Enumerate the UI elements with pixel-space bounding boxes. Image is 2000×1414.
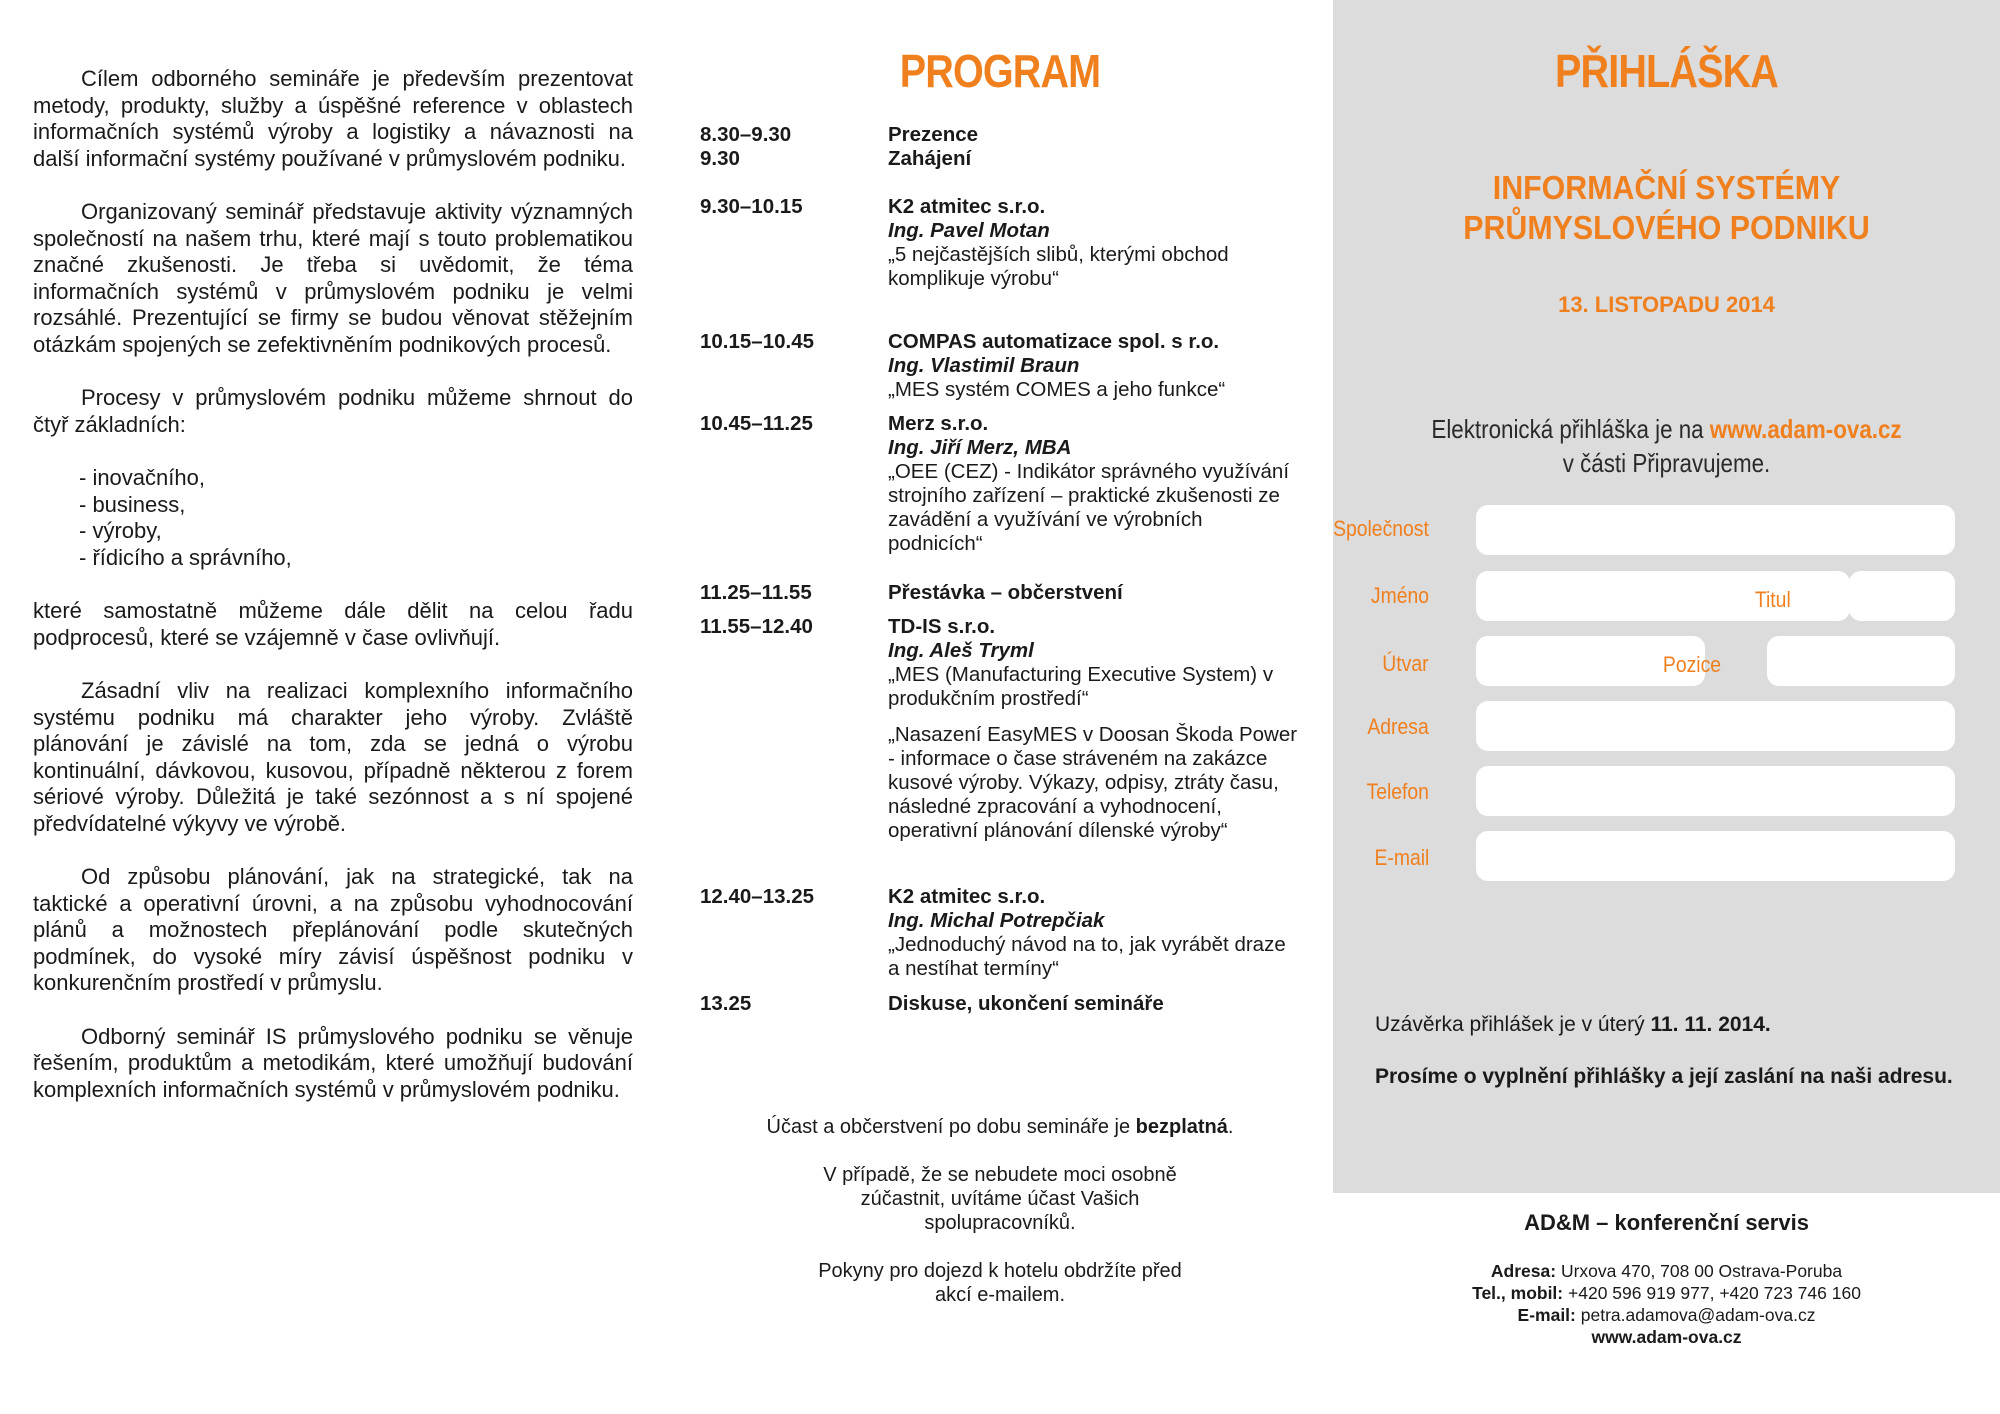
company-field[interactable] — [1476, 505, 1955, 555]
schedule-time: 10.45–11.25 — [700, 412, 813, 435]
address-field[interactable] — [1476, 701, 1955, 751]
note-text: Účast a občerstvení po dobu semináře je — [766, 1116, 1136, 1138]
intro-column — [33, 66, 633, 1130]
registration-title: PŘIHLÁŠKA — [1554, 45, 1779, 97]
schedule-item — [888, 412, 1298, 556]
company-name: K2 atmitec s.r.o. — [888, 195, 1046, 218]
contact-label: Tel., mobil: — [1472, 1283, 1564, 1303]
talk-title: „MES systém COMES a jeho funkce“ — [888, 378, 1226, 401]
deadline-date: 11. 11. 2014. — [1650, 1013, 1771, 1036]
talk-title: „MES (Manufacturing Executive System) v produkčním prostředí“ — [888, 663, 1274, 710]
registration-panel — [1333, 0, 2000, 1193]
position-field[interactable] — [1767, 636, 1955, 686]
note-colleagues: V případě, že se nebudete moci osobně zúčastnit, uvítáme účast Vašich spolupracovníků. — [823, 1164, 1177, 1234]
note-text: . — [1227, 1116, 1234, 1138]
schedule-time: 11.55–12.40 — [700, 615, 813, 638]
phone-label: Telefon — [1366, 779, 1429, 804]
electronic-registration-info — [1380, 412, 1954, 480]
seminar-title-line: PRŮMYSLOVÉHO PODNIKU — [1463, 209, 1870, 246]
intro-paragraph-6: Od způsobu plánování, jak na strategické, tak na taktické a operativní úrovni, a na způsobu vyhodnocování plánů a možnostech přeplánování podle skutečných podmínek, do vysoké míry závisí úspěšnost podniku v konkurenčním prostředí v průmyslu. — [33, 864, 633, 995]
contact-phone — [1333, 1282, 2000, 1304]
process-list — [33, 465, 633, 571]
position-label: Pozice — [1662, 652, 1721, 677]
note-directions: Pokyny pro dojezd k hotelu obdržíte před akcí e-mailem. — [818, 1260, 1182, 1306]
registration-deadline — [1375, 1012, 1965, 1038]
intro-paragraph-7: Odborný seminář IS průmyslového podniku se věnuje řešením, produktům a metodikám, které umožňují budování komplexních informačních systémů v průmyslovém podniku. — [33, 1023, 633, 1102]
speaker-name: Ing. Pavel Motan — [888, 219, 1050, 242]
name-field[interactable] — [1476, 571, 1850, 621]
schedule-time: 12.40–13.25 — [700, 885, 815, 908]
program-notes — [690, 1115, 1310, 1331]
talk-title: „Jednoduchý návod na to, jak vyrábět draze a nestíhat termíny“ — [888, 933, 1286, 980]
schedule-time: 10.15–10.45 — [700, 330, 815, 353]
contact-value: +420 596 919 977, +420 723 746 160 — [1568, 1283, 1861, 1303]
intro-paragraph-2: Organizovaný seminář představuje aktivity významných společností na našem trhu, které mají s touto problematikou značné zkušenosti. Je třeba si uvědomit, že téma informačních systémů v průmyslovém podniku je velmi rozsáhlé. Prezentující se firmy se budou věnovat stěžejním otázkám spojených se zefektivněním podnikových procesů. — [33, 199, 633, 357]
schedule-item: Přestávka – občerstvení — [888, 581, 1123, 604]
schedule-time: 11.25–11.55 — [700, 581, 812, 604]
email-label: E-mail — [1374, 845, 1429, 870]
seminar-date: 13. LISTOPADU 2014 — [1558, 292, 1775, 317]
intro-paragraph-5: Zásadní vliv na realizaci komplexního informačního systému podniku má charakter jeho výroby. Zvláště plánování je závislé na tom, zda se jedná o výrobu kontinuální, dávkovou, kusovou, případně některou z forem sériové výroby. Důležitá je také sezónnost a s ní spojené předvídatelné výkyvy ve výrobě. — [33, 678, 633, 836]
schedule-time: 8.30–9.30 — [700, 123, 792, 146]
seminar-title-line: INFORMAČNÍ SYSTÉMY — [1492, 169, 1841, 206]
schedule-item — [888, 885, 1298, 981]
schedule-item — [888, 195, 1298, 291]
company-name: TD-IS s.r.o. — [888, 615, 996, 638]
company-label: Společnost — [1333, 516, 1429, 541]
list-item: - výroby, — [79, 518, 162, 543]
schedule-time: 9.30–10.15 — [700, 195, 803, 218]
contact-label: Adresa: — [1490, 1261, 1557, 1281]
company-name: COMPAS automatizace spol. s r.o. — [888, 330, 1220, 353]
schedule-item — [888, 615, 1298, 843]
list-item: - business, — [79, 491, 186, 517]
intro-paragraph-1: Cílem odborného semináře je především prezentovat metody, produkty, služby a úspěšné reference v oblastech informačních systémů výroby a logistiky a návaznosti na další informační systémy používané v průmyslovém podniku. — [33, 66, 633, 171]
talk-title: „Nasazení EasyMES v Doosan Škoda Power - informace o čase stráveném na zakázce kusové výroby. Výkazy, odpisy, ztráty času, následné zpracování a vyhodnocení, operativní plánování dílenské výroby“ — [888, 723, 1298, 842]
deadline-text: Uzávěrka přihlášek je v úterý — [1375, 1013, 1651, 1036]
list-item: - řídicího a správního, — [79, 544, 292, 570]
contact-value: Urxova 470, 708 00 Ostrava-Poruba — [1560, 1261, 1843, 1281]
title-label: Titul — [1755, 587, 1791, 612]
address-label: Adresa — [1367, 714, 1429, 739]
phone-field[interactable] — [1476, 766, 1955, 816]
email-link[interactable]: petra.adamova@adam-ova.cz — [1580, 1305, 1816, 1325]
email-field[interactable] — [1476, 831, 1955, 881]
schedule-item: Zahájení — [888, 147, 972, 170]
submission-request: Prosíme o vyplnění přihlášky a její zaslání na naši adresu. — [1375, 1065, 1953, 1088]
schedule-time: 13.25 — [700, 992, 752, 1015]
contact-block — [1333, 1210, 2000, 1348]
title-field[interactable] — [1849, 571, 1955, 621]
talk-title: „5 nejčastějších slibů, kterými obchod komplikuje výrobu“ — [888, 243, 1229, 290]
note-free-attendance — [690, 1115, 1310, 1139]
contact-email — [1333, 1304, 2000, 1326]
contact-label: E-mail: — [1517, 1305, 1576, 1325]
company-name: Merz s.r.o. — [888, 412, 989, 435]
contact-web[interactable]: www.adam-ova.cz — [1591, 1327, 1742, 1347]
schedule-item: Prezence — [888, 123, 979, 146]
intro-paragraph-3: Procesy v průmyslovém podniku můžeme shrnout do čtyř základních: — [33, 385, 633, 437]
organizer-name: AD&M – konferenční servis — [1524, 1210, 1809, 1235]
speaker-name: Ing. Aleš Tryml — [888, 639, 1034, 662]
speaker-name: Ing. Michal Potrepčiak — [888, 909, 1105, 932]
schedule-time: 9.30 — [700, 147, 740, 170]
program-title: PROGRAM — [899, 45, 1101, 97]
info-text: v části Připravujeme. — [1562, 448, 1771, 478]
intro-paragraph-4: které samostatně můžeme dále dělit na celou řadu podprocesů, které se vzájemně v čase ovlivňují. — [33, 598, 633, 650]
schedule-item: Diskuse, ukončení semináře — [888, 992, 1164, 1015]
contact-address — [1333, 1260, 2000, 1282]
talk-title: „OEE (CEZ) - Indikátor správného využívání strojního zařízení – praktické zkušenosti ze zavádění a využívání ve výrobních podnicích“ — [888, 460, 1290, 555]
schedule-item — [888, 330, 1298, 402]
department-label: Útvar — [1382, 651, 1429, 676]
registration-link[interactable]: www.adam-ova.cz — [1709, 414, 1902, 444]
speaker-name: Ing. Jiří Merz, MBA — [888, 436, 1072, 459]
seminar-title — [1360, 168, 1974, 248]
note-emphasis: bezplatná — [1135, 1116, 1228, 1138]
info-text: Elektronická přihláška je na — [1431, 414, 1710, 444]
name-label: Jméno — [1370, 583, 1429, 608]
company-name: K2 atmitec s.r.o. — [888, 885, 1046, 908]
list-item: - inovačního, — [79, 465, 205, 490]
speaker-name: Ing. Vlastimil Braun — [888, 354, 1080, 377]
